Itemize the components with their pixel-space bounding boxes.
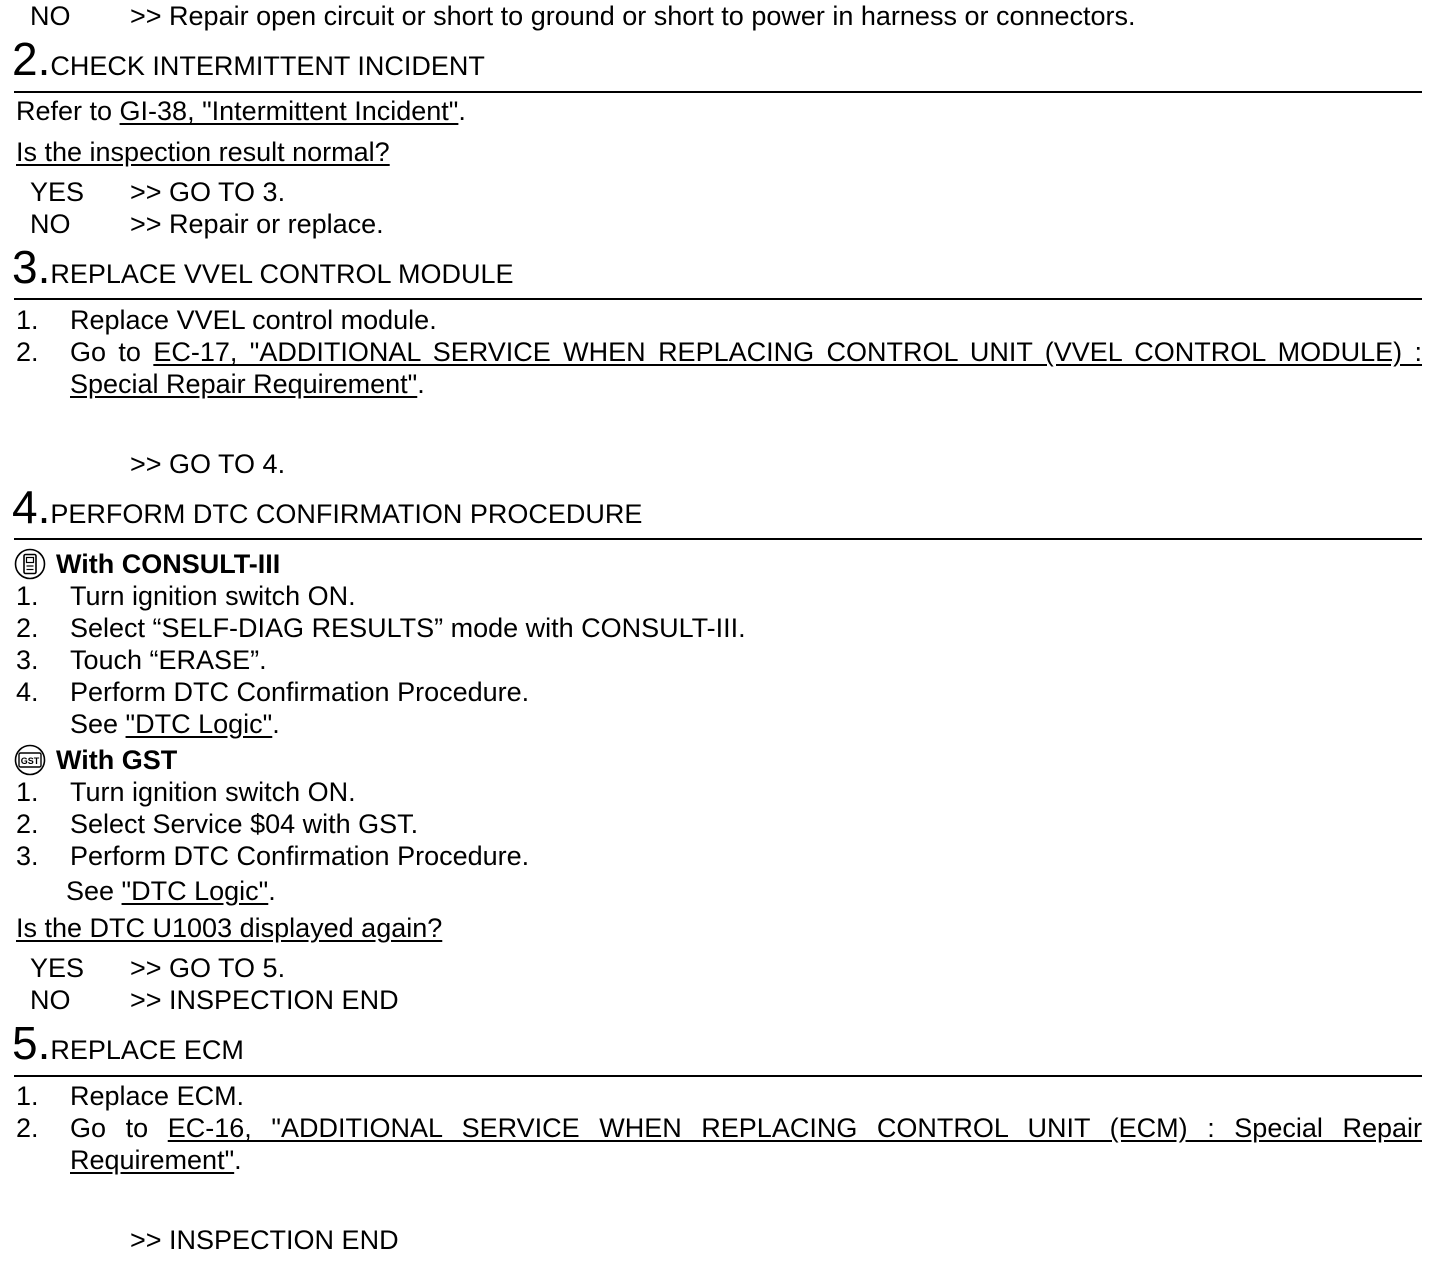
see-suffix: . xyxy=(268,876,276,906)
list-number: 2. xyxy=(16,809,39,839)
list-item xyxy=(70,336,1422,400)
list-number: 2. xyxy=(16,1113,39,1143)
goto-suffix: . xyxy=(234,1145,242,1175)
step-3-heading xyxy=(12,241,514,293)
list-number: 2. xyxy=(16,613,39,643)
see-line xyxy=(66,875,276,907)
answer-no-key: NO xyxy=(30,209,71,239)
divider xyxy=(14,1075,1422,1077)
goto-suffix: . xyxy=(417,369,425,399)
answer-no-text: >> Repair or replace. xyxy=(130,209,384,239)
consult-heading: With CONSULT-III xyxy=(56,549,281,579)
link-dtc-logic[interactable]: "DTC Logic" xyxy=(121,876,269,906)
goto-prefix: Go to xyxy=(70,337,154,367)
refer-line xyxy=(16,95,466,127)
gst-heading: With GST xyxy=(56,745,178,775)
question: Is the DTC U1003 displayed again? xyxy=(16,913,443,943)
divider xyxy=(14,91,1422,93)
list-number: 2. xyxy=(16,337,39,367)
step-title: REPLACE VVEL CONTROL MODULE xyxy=(50,259,514,289)
divider xyxy=(14,298,1422,300)
link-ec-17[interactable]: EC-17, "ADDITIONAL SERVICE WHEN REPLACING CONTROL UNIT (VVEL CONTROL MODULE) : Special Repair Requirement" xyxy=(70,337,1422,399)
step-5-heading xyxy=(12,1017,244,1069)
link-ec-16[interactable]: EC-16, "ADDITIONAL SERVICE WHEN REPLACING CONTROL UNIT (ECM) : Special Repair Requirement" xyxy=(70,1113,1422,1175)
see-line xyxy=(70,708,280,740)
question: Is the inspection result normal? xyxy=(16,137,390,167)
see-prefix: See xyxy=(66,876,122,906)
link-dtc-logic[interactable]: "DTC Logic" xyxy=(125,709,273,739)
step-title: REPLACE ECM xyxy=(50,1035,244,1065)
answer-no-text: >> INSPECTION END xyxy=(130,985,399,1015)
goto-prefix: Go to xyxy=(70,1113,168,1143)
list-item: Touch “ERASE”. xyxy=(70,645,267,675)
step-number: 5. xyxy=(12,1017,51,1069)
step-title: PERFORM DTC CONFIRMATION PROCEDURE xyxy=(50,499,643,529)
list-item: Select Service $04 with GST. xyxy=(70,809,419,839)
gst-icon xyxy=(14,744,46,776)
list-item: Select “SELF-DIAG RESULTS” mode with CONSULT-III. xyxy=(70,613,746,643)
list-item: Perform DTC Confirmation Procedure. xyxy=(70,677,530,707)
answer-no-key: NO xyxy=(30,985,71,1015)
list-item: Perform DTC Confirmation Procedure. xyxy=(70,841,530,871)
answer-no-key: NO xyxy=(30,1,71,31)
see-prefix: See xyxy=(70,709,126,739)
step-2-heading xyxy=(12,33,485,85)
refer-prefix: Refer to xyxy=(16,96,120,126)
answer-yes-key: YES xyxy=(30,177,85,207)
list-number: 3. xyxy=(16,841,39,871)
step-number: 2. xyxy=(12,33,51,85)
step-4-heading xyxy=(12,481,643,533)
answer-no-text: >> Repair open circuit or short to ground or short to power in harness or connectors. xyxy=(130,1,1136,31)
divider xyxy=(14,538,1422,540)
link-gi-38[interactable]: GI-38, "Intermittent Incident" xyxy=(119,96,459,126)
goto-next: >> GO TO 4. xyxy=(130,449,286,479)
list-item: Replace VVEL control module. xyxy=(70,305,437,335)
refer-suffix: . xyxy=(458,96,466,126)
step-number: 3. xyxy=(12,241,51,293)
inspection-end: >> INSPECTION END xyxy=(130,1225,399,1255)
step-title: CHECK INTERMITTENT INCIDENT xyxy=(50,51,485,81)
list-number: 4. xyxy=(16,677,39,707)
list-number: 3. xyxy=(16,645,39,675)
list-number: 1. xyxy=(16,305,39,335)
list-item: Turn ignition switch ON. xyxy=(70,777,356,807)
list-item xyxy=(70,1112,1422,1176)
gst-icon-label: GST xyxy=(20,756,40,766)
list-item: Replace ECM. xyxy=(70,1081,245,1111)
list-number: 1. xyxy=(16,777,39,807)
list-item: Turn ignition switch ON. xyxy=(70,581,356,611)
consult-iii-icon xyxy=(14,548,46,580)
answer-yes-text: >> GO TO 5. xyxy=(130,953,286,983)
see-suffix: . xyxy=(272,709,280,739)
step-number: 4. xyxy=(12,481,51,533)
list-number: 1. xyxy=(16,1081,39,1111)
answer-yes-text: >> GO TO 3. xyxy=(130,177,286,207)
list-number: 1. xyxy=(16,581,39,611)
answer-yes-key: YES xyxy=(30,953,85,983)
